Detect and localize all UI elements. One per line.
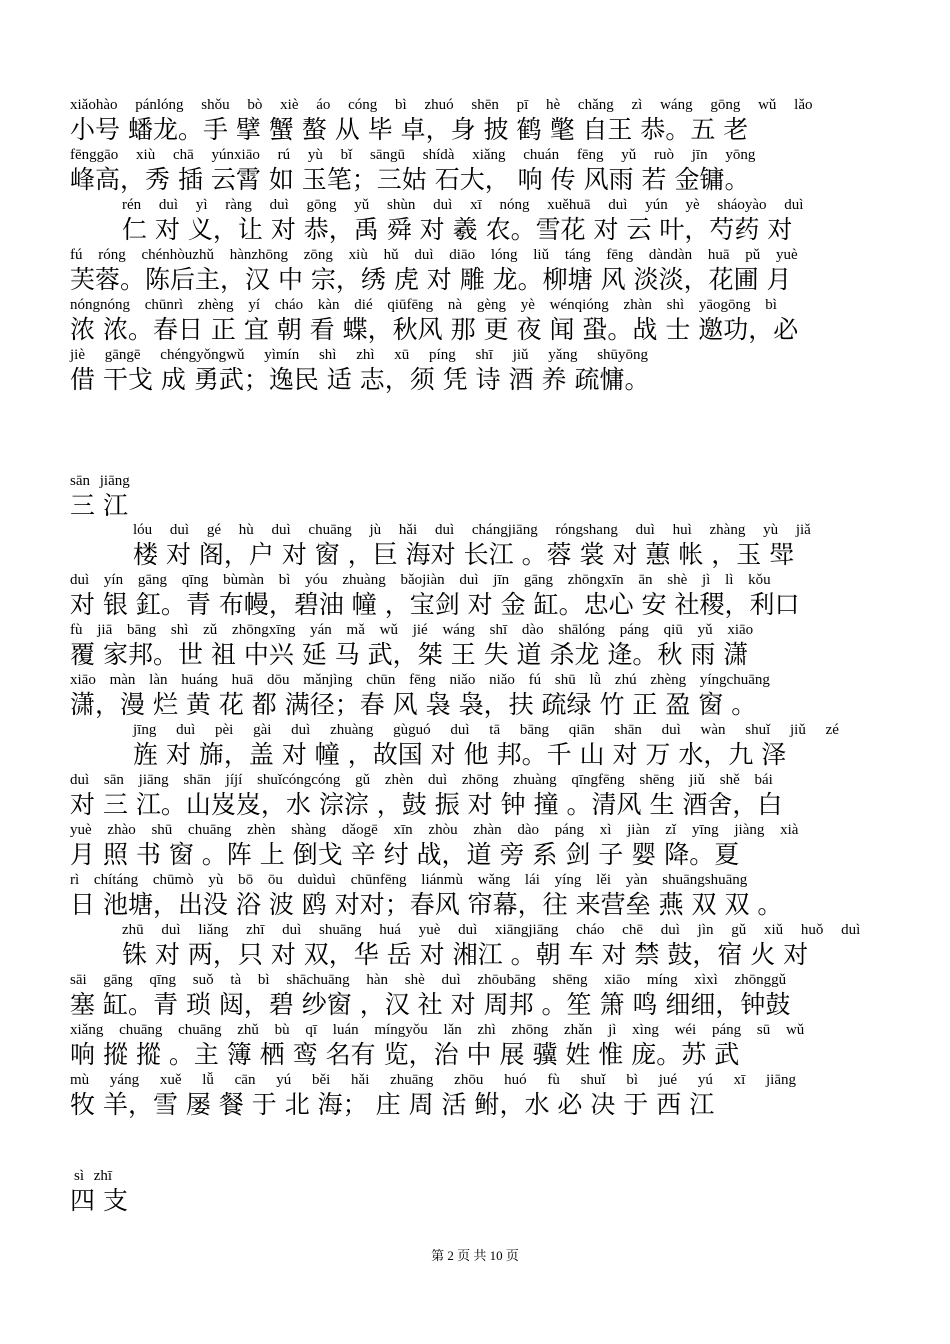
hanzi-line: 旌 对 旆，盖 对 幢 ，故国 对 他 邦。千 山 对 万 水，九 泽 bbox=[133, 740, 787, 769]
verse-line bbox=[0, 196, 950, 246]
verse-line bbox=[0, 571, 950, 621]
pinyin-line: jīng duì pèi gài duì zhuàng gùguó duì tā bāng qiān shān duì wàn shuǐ jiǔ zé bbox=[133, 722, 839, 738]
verse-line bbox=[0, 96, 950, 146]
pinyin-line: xiǎohào pánlóng shǒu bò xiè áo cóng bì zhuó shēn pī hè chǎng zì wáng gōng wǔ lǎo bbox=[70, 97, 813, 113]
verse-line bbox=[0, 246, 950, 296]
section-title: 四 支 bbox=[70, 1186, 128, 1215]
hanzi-line: 日 池塘，出没 浴 波 鸥 对对；春风 帘幕，往 来营垒 燕 双 双 。 bbox=[70, 890, 783, 919]
pinyin-line: sāi gāng qīng suǒ tà bì shāchuāng hàn shè duì zhōubāng shēng xiāo míng xìxì zhōnggǔ bbox=[70, 972, 787, 988]
hanzi-line: 浓 浓。春日 正 宜 朝 看 蝶，秋风 那 更 夜 闻 蛩。战 士 邀功，必 bbox=[70, 315, 799, 344]
verse-line bbox=[0, 296, 950, 346]
verse-line bbox=[0, 921, 950, 971]
verse-line bbox=[0, 871, 950, 921]
hanzi-line: 仁 对 义，让 对 恭，禹 舜 对 羲 农。雪花 对 云 叶，芍药 对 bbox=[122, 215, 793, 244]
hanzi-line: 对 银 釭。青 布幔，碧油 幢 ，宝剑 对 金 缸。忠心 安 社稷，利口 bbox=[70, 590, 800, 619]
hanzi-line: 响 摐 摐 。主 簿 栖 鸾 名有 览，治 中 展 骥 姓 惟 庞。苏 武 bbox=[70, 1040, 740, 1069]
hanzi-line: 覆 家邦。世 祖 中兴 延 马 武，桀 王 失 道 杀龙 逄。秋 雨 潇 bbox=[70, 640, 749, 669]
pinyin-line: xiāo màn làn huáng huā dōu mǎnjìng chūn fēng niǎo niǎo fú shū lǜ zhú zhèng yíngchuāng bbox=[70, 672, 770, 688]
pinyin-line: zhū duì liǎng zhī duì shuāng huá yuè duì xiāngjiāng cháo chē duì jìn gǔ xiǔ huǒ duì bbox=[122, 922, 861, 938]
verse-line bbox=[0, 1071, 950, 1121]
hanzi-line: 小号 蟠龙。手 擘 蟹 螯 从 毕 卓，身 披 鹤 氅 自王 恭。五 老 bbox=[70, 115, 749, 144]
pinyin-line: lóu duì gé hù duì chuāng jù hǎi duì chángjiāng róngshang duì huì zhàng yù jiǎ bbox=[133, 522, 811, 538]
verse-line bbox=[0, 821, 950, 871]
hanzi-line: 对 三 江。山岌岌，水 淙淙 ，鼓 振 对 钟 撞 。清风 生 酒舍，白 bbox=[70, 790, 783, 819]
verse-line bbox=[0, 971, 950, 1021]
section-title: 三 江 bbox=[70, 491, 128, 520]
pinyin-line: jiè gāngē chéngyǒngwǔ yìmín shì zhì xū píng shī jiǔ yǎng shūyōng bbox=[70, 347, 649, 363]
section-title-pinyin: sì zhī bbox=[74, 1168, 113, 1184]
verse-line bbox=[0, 346, 950, 396]
hanzi-line: 借 干戈 成 勇武；逸民 适 志，须 凭 诗 酒 养 疏慵。 bbox=[70, 365, 650, 394]
hanzi-line: 芙蓉。陈后主，汉 中 宗，绣 虎 对 雕 龙。柳塘 风 淡淡，花圃 月 bbox=[70, 265, 792, 294]
section-title-si-zhi bbox=[0, 1167, 950, 1217]
pinyin-line: rén duì yì ràng duì gōng yǔ shùn duì xī nóng xuěhuā duì yún yè sháoyào duì bbox=[122, 197, 804, 213]
verse-line bbox=[0, 671, 950, 721]
section-title-pinyin: sān jiāng bbox=[70, 473, 130, 489]
pinyin-line: xiǎng chuāng chuāng zhǔ bù qī luán míngyǒu lǎn zhì zhōng zhǎn jì xìng wéi páng sū wǔ bbox=[70, 1022, 805, 1038]
hanzi-line: 峰高，秀 插 云霄 如 玉笔；三姑 石大， 响 传 风雨 若 金镛。 bbox=[70, 165, 750, 194]
verse-line bbox=[0, 721, 950, 771]
page-number: 第 2 页 共 10 页 bbox=[431, 1248, 519, 1263]
pinyin-line: yuè zhào shū chuāng zhèn shàng dǎogē xīn zhòu zhàn dào páng xì jiàn zǐ yīng jiàng xià bbox=[70, 822, 799, 838]
verse-line bbox=[0, 621, 950, 671]
pinyin-line: duì sān jiāng shān jíjí shuǐcóngcóng gǔ zhèn duì zhōng zhuàng qīngfēng shēng jiǔ shě bái bbox=[70, 772, 773, 788]
verse-line bbox=[0, 146, 950, 196]
pinyin-line: mù yáng xuě lǚ cān yú běi hǎi zhuāng zhōu huó fù shuǐ bì jué yú xī jiāng bbox=[70, 1072, 796, 1088]
section-title-san-jiang bbox=[0, 472, 950, 522]
hanzi-line: 铢 对 两，只 对 双，华 岳 对 湘江 。朝 车 对 禁 鼓，宿 火 对 bbox=[122, 940, 809, 969]
hanzi-line: 塞 缸。青 琐 闼，碧 纱窗 ，汉 社 对 周邦 。笙 箫 鸣 细细，钟鼓 bbox=[70, 990, 791, 1019]
hanzi-line: 潇，漫 烂 黄 花 都 满径；春 风 袅 袅，扶 疏绿 竹 正 盈 窗 。 bbox=[70, 690, 757, 719]
pinyin-line: fēnggāo xiù chā yúnxiāo rú yù bǐ sāngū shídà xiǎng chuán fēng yǔ ruò jīn yōng bbox=[70, 147, 756, 163]
verse-line bbox=[0, 1021, 950, 1071]
verse-line bbox=[0, 771, 950, 821]
pinyin-line: duì yín gāng qīng bùmàn bì yóu zhuàng bǎojiàn duì jīn gāng zhōngxīn ān shè jì lì kǒu bbox=[70, 572, 771, 588]
hanzi-line: 牧 羊，雪 屡 餐 于 北 海； 庄 周 活 鲋，水 必 决 于 西 江 bbox=[70, 1090, 715, 1119]
hanzi-line: 楼 对 阁，户 对 窗 ，巨 海对 长江 。蓉 裳 对 蕙 帐 ，玉 斝 bbox=[133, 540, 795, 569]
pinyin-line: rì chítáng chūmò yù bō ōu duìduì chūnfēng liánmù wǎng lái yíng lěi yàn shuāngshuāng bbox=[70, 872, 748, 888]
pinyin-line: fú róng chénhòuzhǔ hànzhōng zōng xiù hǔ duì diāo lóng liǔ táng fēng dàndàn huā pǔ yuè bbox=[70, 247, 798, 263]
pinyin-line: nóngnóng chūnrì zhèng yí cháo kàn dié qiūfēng nà gèng yè wénqióng zhàn shì yāogōng bì bbox=[70, 297, 777, 313]
pinyin-line: fù jiā bāng shì zǔ zhōngxīng yán mǎ wǔ jié wáng shī dào shālóng páng qiū yǔ xiāo bbox=[70, 622, 754, 638]
verse-line bbox=[0, 521, 950, 571]
hanzi-line: 月 照 书 窗 。阵 上 倒戈 辛 纣 战，道 旁 系 剑 子 婴 降。夏 bbox=[70, 840, 740, 869]
